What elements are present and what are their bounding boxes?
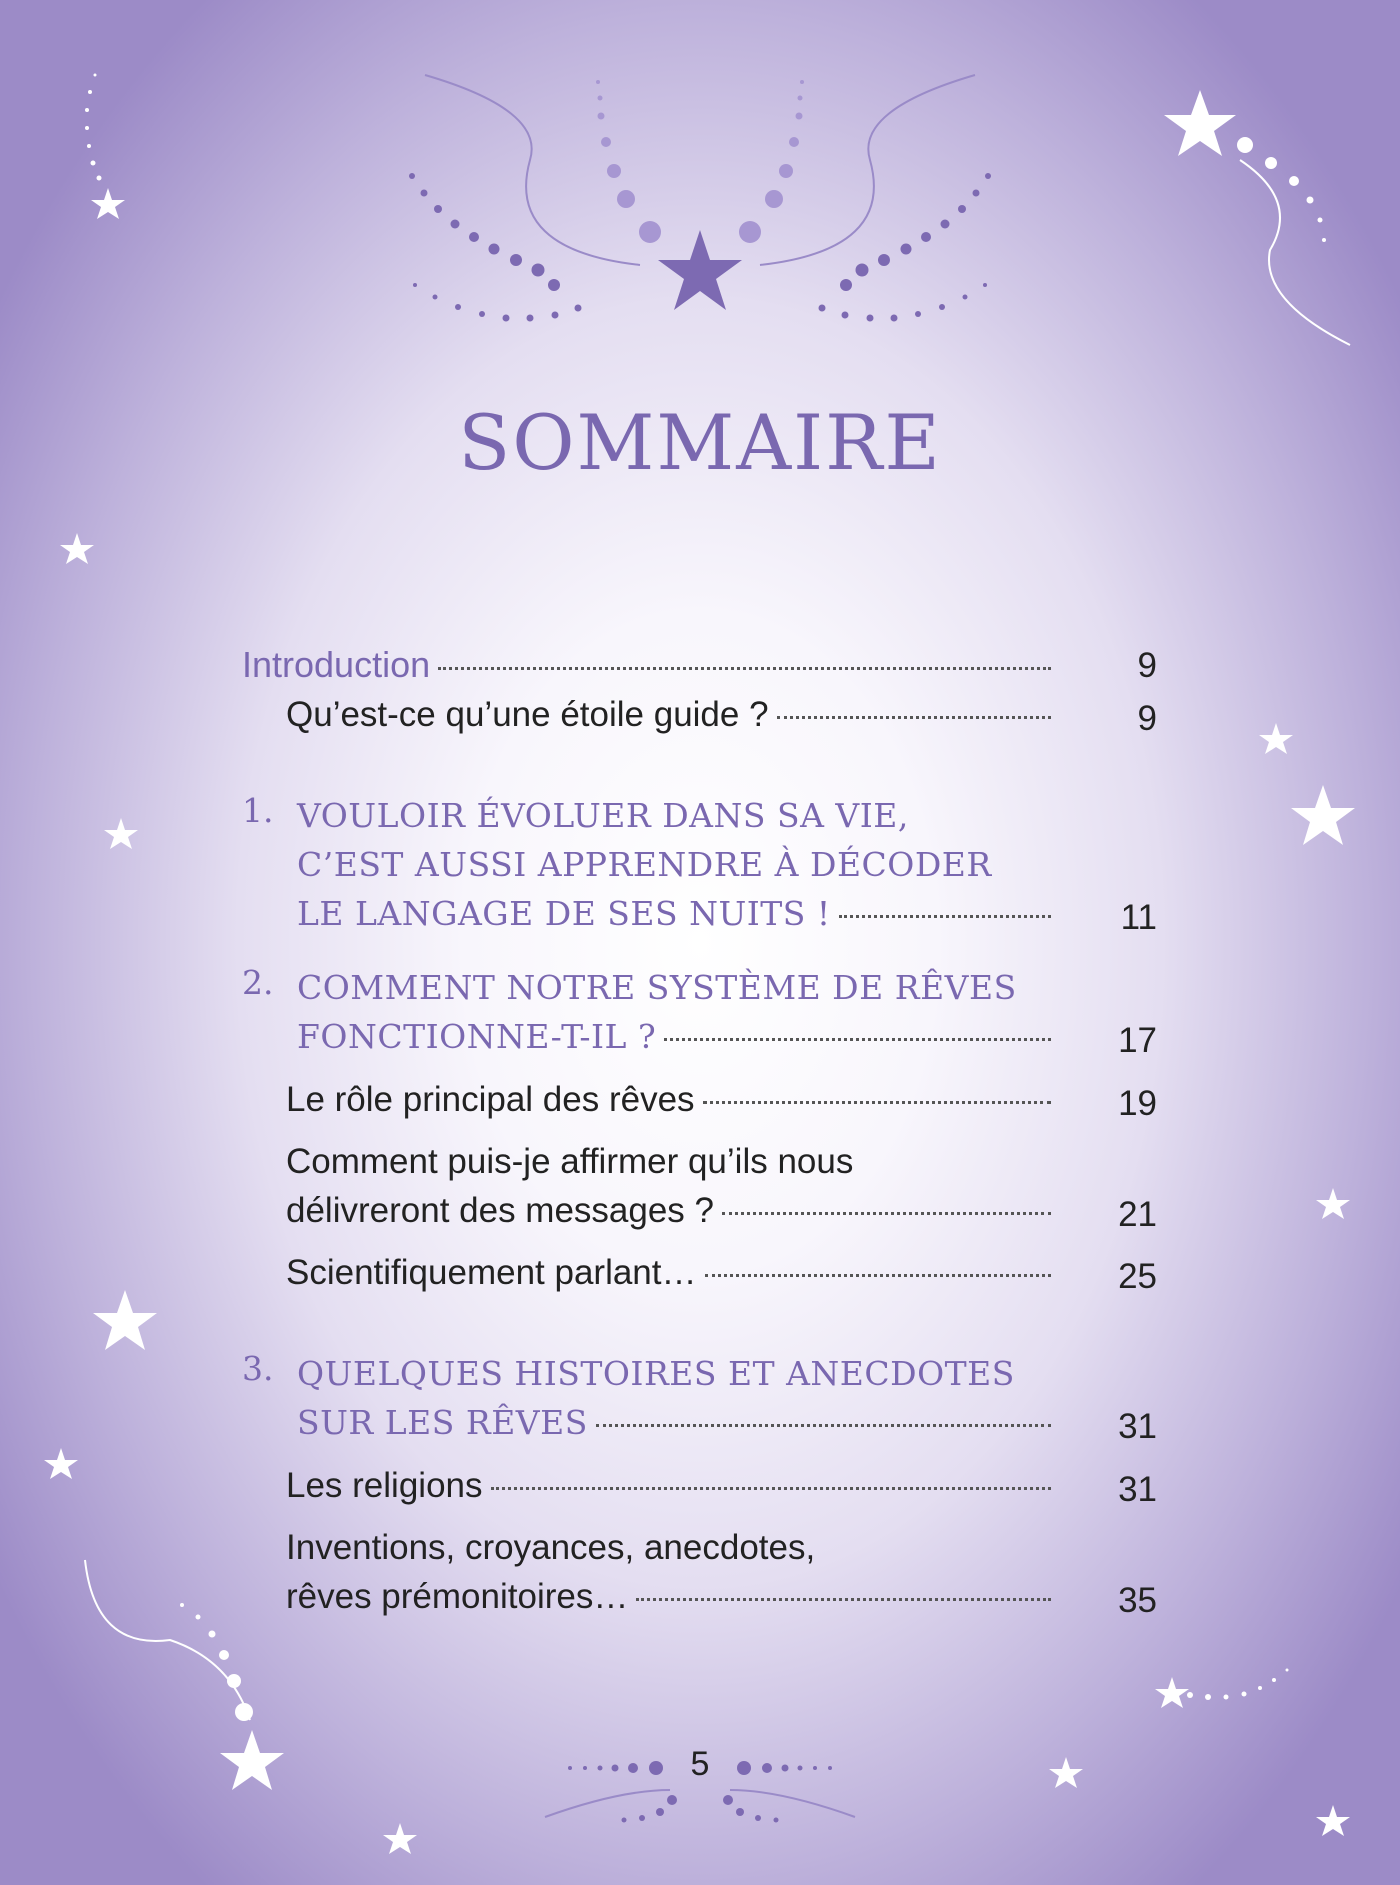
- star-icon: [60, 533, 94, 564]
- toc-entry-label: Scientifiquement parlant…: [286, 1253, 697, 1292]
- toc-entry-label: Introduction: [242, 644, 431, 685]
- toc-page-number: 31: [1118, 1470, 1157, 1509]
- star-icon: [1155, 1677, 1189, 1708]
- star-icon: [1259, 723, 1293, 754]
- star-icon: [1291, 785, 1355, 845]
- chapter-number: 3.: [242, 1349, 274, 1388]
- star-icon: [104, 818, 138, 849]
- chapter-title-line: C’EST AUSSI APPRENDRE À DÉCODER: [297, 845, 992, 884]
- toc-entry-label: Qu’est-ce qu’une étoile guide ?: [286, 695, 769, 734]
- toc-chapter-3: [242, 1349, 1157, 1447]
- top-ornament: [409, 75, 991, 322]
- toc-entry-affirmer: [242, 1137, 1157, 1235]
- star-icon: [44, 1448, 78, 1479]
- star-icon: [91, 188, 125, 219]
- chapter-title-line: QUELQUES HISTOIRES ET ANECDOTES: [297, 1354, 1015, 1393]
- chapter-title-line: COMMENT NOTRE SYSTÈME DE RÊVES: [297, 968, 1017, 1007]
- toc-entry-etoile-guide: [242, 690, 1157, 739]
- chapter-title-line: LE LANGAGE DE SES NUITS !: [297, 894, 831, 933]
- dot-leader: [705, 1274, 1052, 1277]
- toc-entry-religions: [242, 1461, 1157, 1510]
- dot-leader: [636, 1598, 1051, 1601]
- chapter-title-line: VOULOIR ÉVOLUER DANS SA VIE,: [297, 796, 909, 835]
- toc-entry-label-line: délivreront des messages ?: [286, 1191, 714, 1230]
- ornament-star-icon: [658, 230, 742, 310]
- table-of-contents: [242, 628, 1157, 1621]
- toc-page-number: 11: [1120, 898, 1157, 937]
- chapter-number: 2.: [242, 963, 274, 1002]
- dot-leader: [438, 667, 1051, 670]
- star-icon: [1316, 1805, 1350, 1836]
- dot-leader: [664, 1038, 1051, 1041]
- toc-chapter-1: [242, 791, 1157, 938]
- toc-page-number: 25: [1118, 1257, 1157, 1296]
- toc-chapter-2: [242, 963, 1157, 1061]
- page-title: SOMMAIRE: [458, 398, 942, 487]
- star-icon: [383, 1823, 417, 1854]
- toc-page-number: 21: [1118, 1195, 1157, 1234]
- toc-entry-introduction: [242, 628, 1157, 686]
- toc-page-number: 9: [1137, 699, 1157, 738]
- toc-entry-scientifiquement: [242, 1248, 1157, 1297]
- dot-leader: [777, 716, 1051, 719]
- chapter-title-line: SUR LES RÊVES: [297, 1403, 588, 1442]
- dot-leader: [596, 1424, 1051, 1427]
- page-number: 5: [690, 1745, 710, 1783]
- dot-leader: [839, 915, 1051, 918]
- dot-leader: [722, 1212, 1051, 1215]
- toc-entry-role: [242, 1075, 1157, 1124]
- dot-leader: [703, 1101, 1051, 1104]
- star-icon: [1164, 90, 1236, 156]
- toc-entry-inventions: [242, 1523, 1157, 1621]
- toc-entry-label-line: Comment puis-je affirmer qu’ils nous: [286, 1142, 854, 1181]
- toc-page-number: 31: [1118, 1407, 1157, 1446]
- toc-entry-label-line: Inventions, croyances, anecdotes,: [286, 1528, 816, 1567]
- toc-page-number: 19: [1118, 1084, 1157, 1123]
- chapter-title-line: FONCTIONNE-T-IL ?: [297, 1017, 657, 1056]
- toc-entry-label-line: rêves prémonitoires…: [286, 1577, 629, 1616]
- toc-entry-label: Les religions: [286, 1466, 483, 1505]
- star-icon: [1316, 1188, 1350, 1219]
- chapter-number: 1.: [242, 791, 274, 830]
- toc-page-number: 35: [1118, 1581, 1157, 1620]
- dot-leader: [491, 1487, 1052, 1490]
- toc-page-number: 17: [1118, 1021, 1157, 1060]
- toc-entry-label: Le rôle principal des rêves: [286, 1080, 695, 1119]
- toc-page-number: 9: [1137, 646, 1157, 685]
- star-icon: [93, 1290, 157, 1350]
